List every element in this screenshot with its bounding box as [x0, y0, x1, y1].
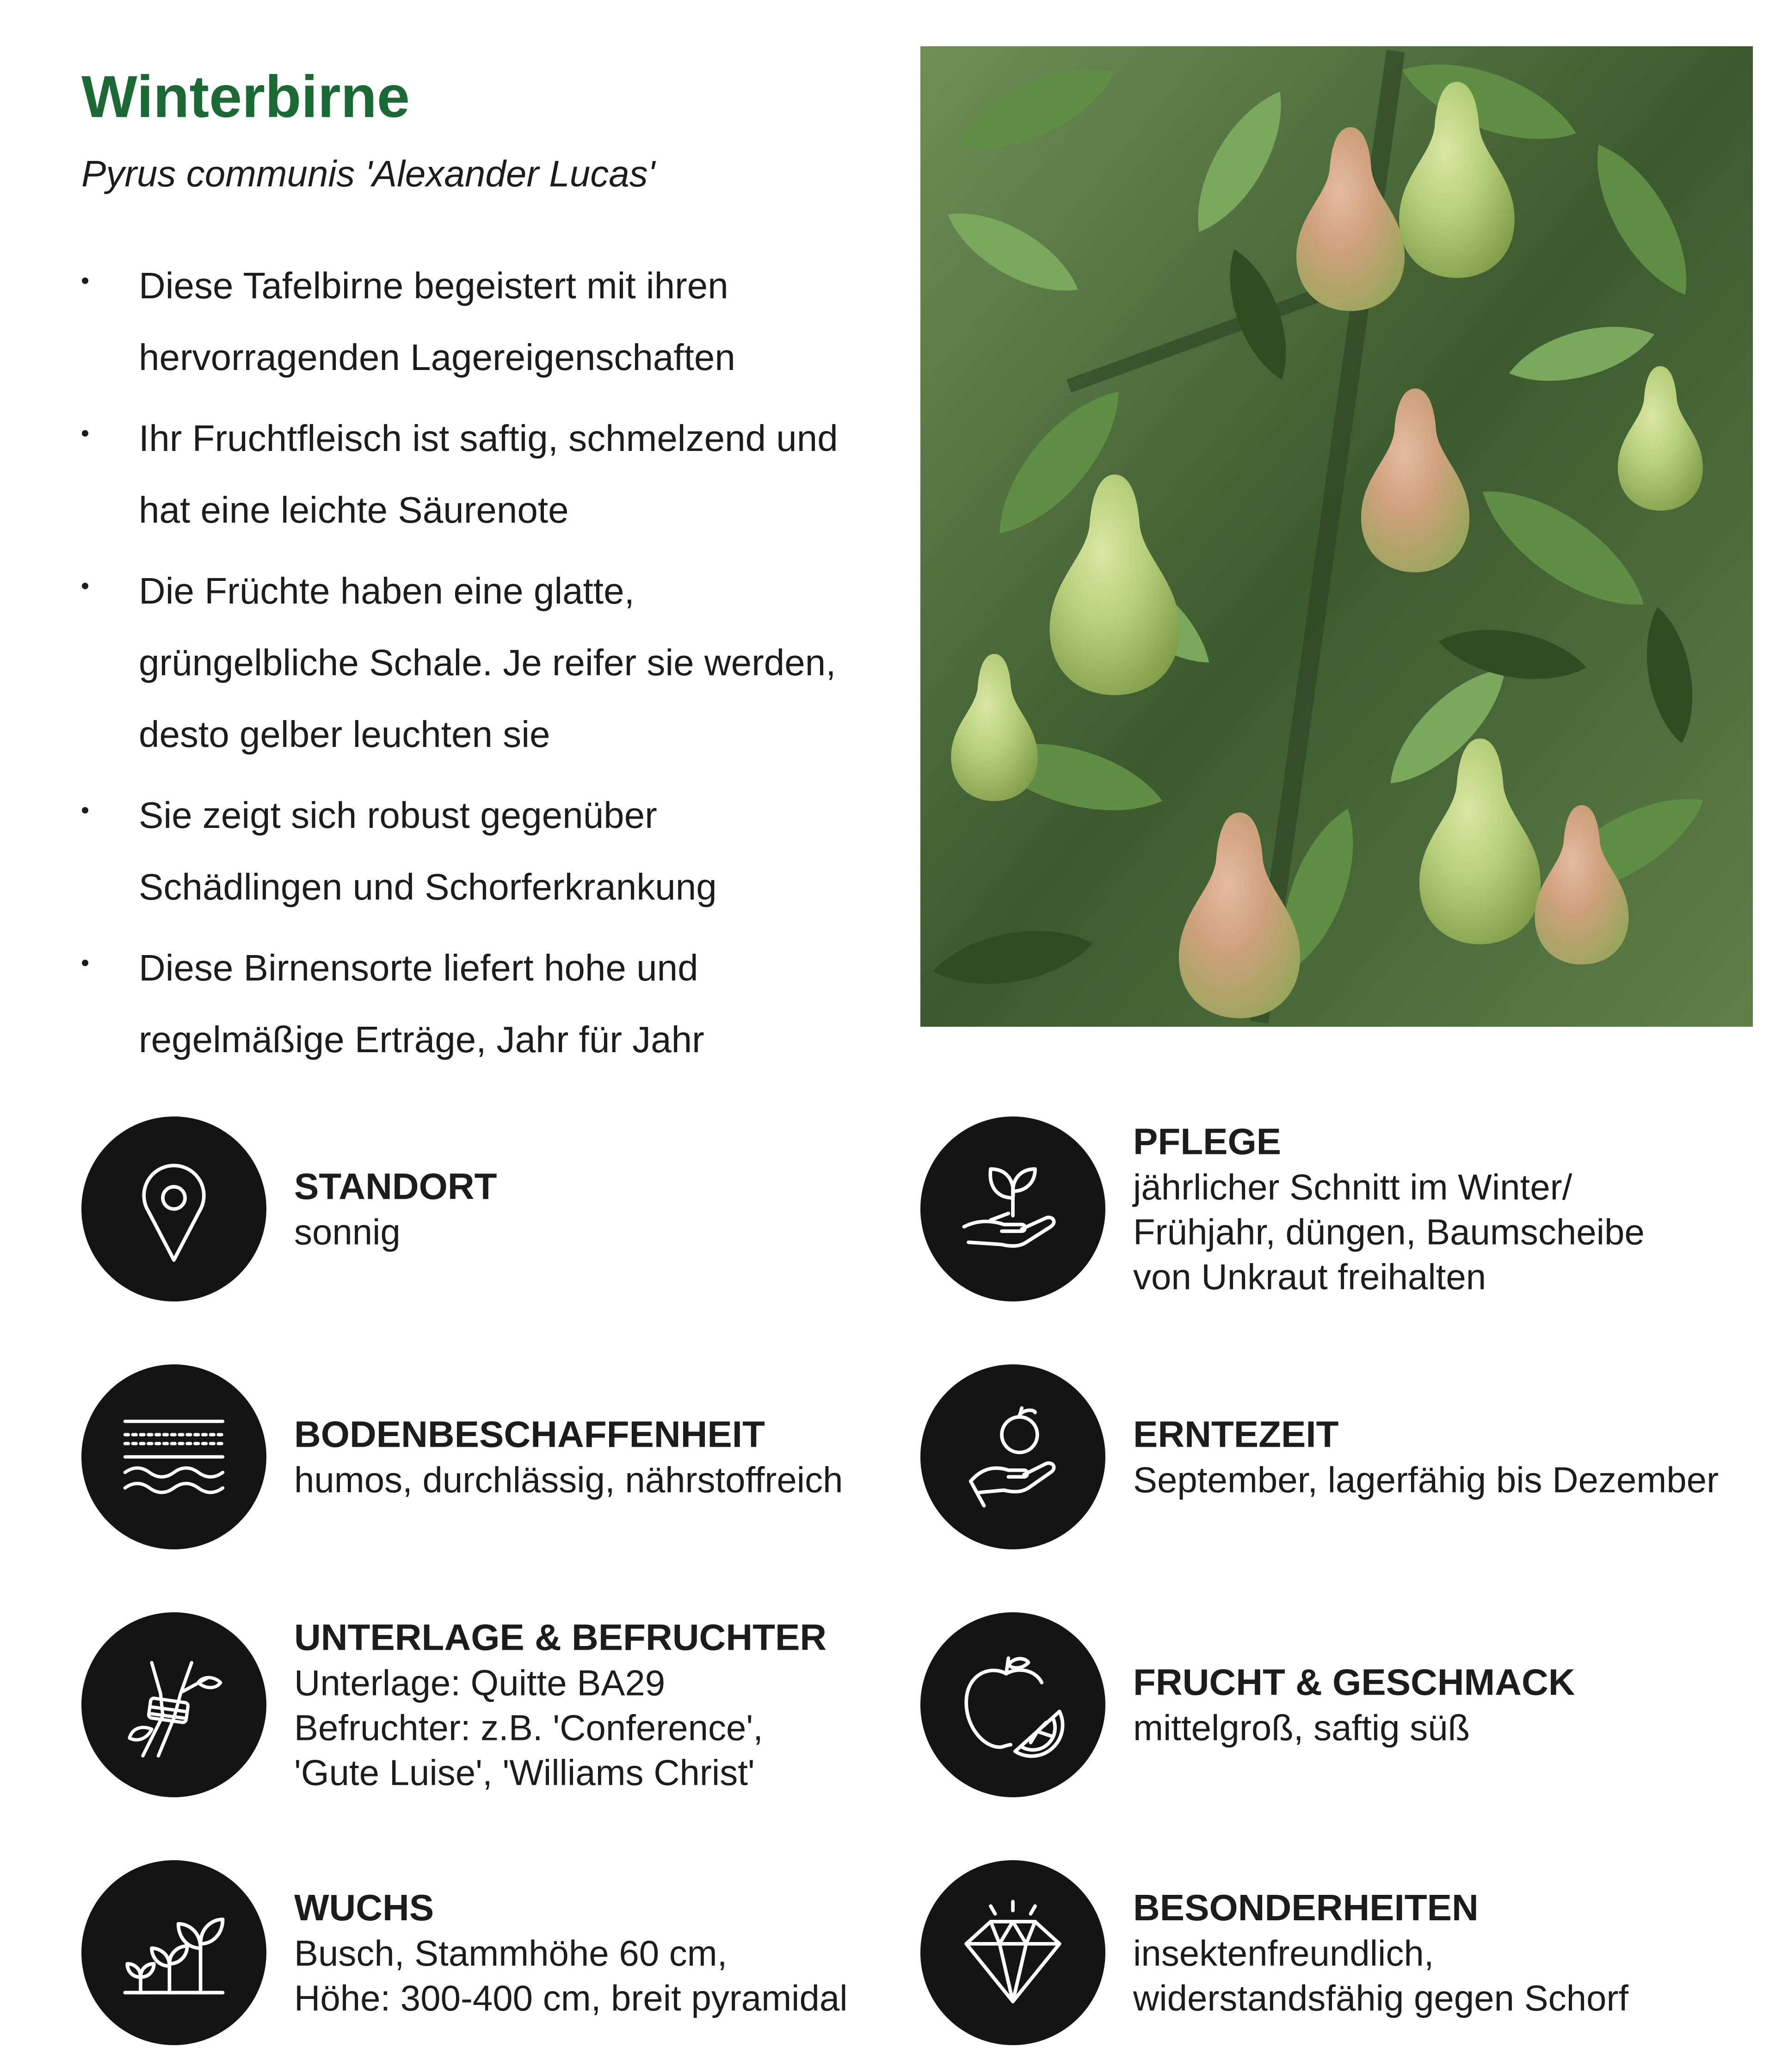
feature-line: Unterlage: Quitte BA29 [294, 1662, 666, 1703]
bullet-line: grüngelbliche Schale. Je reifer sie werden, [139, 642, 836, 683]
feature-heading: BODENBESCHAFFENHEIT [294, 1413, 765, 1455]
feature-standort [81, 1116, 923, 1301]
botanical-name: Pyrus communis 'Alexander Lucas' [81, 153, 655, 194]
plant-in-hand-icon [957, 1153, 1068, 1264]
feature-line: 'Gute Luise', 'Williams Christ' [294, 1752, 755, 1793]
bullet-item [74, 402, 906, 546]
feature-heading: STANDORT [294, 1166, 497, 1207]
bullet-dot-icon [82, 960, 88, 966]
soil-layers-icon [118, 1401, 229, 1512]
feature-line: Befruchter: z.B. 'Conference', [294, 1707, 763, 1748]
unterlage-text [294, 1615, 826, 1795]
frucht-text [1133, 1659, 1575, 1751]
bullet-line: Sie zeigt sich robust gegenüber [139, 795, 657, 836]
besonderheiten-icon-circle [920, 1860, 1105, 2045]
feature-unterlage-befruchter [81, 1612, 923, 1797]
bullet-dot-icon [82, 807, 88, 814]
feature-line: Frühjahr, düngen, Baumscheibe [1133, 1211, 1645, 1252]
bullet-line: regelmäßige Erträge, Jahr für Jahr [139, 1019, 704, 1060]
sprouts-icon [118, 1897, 229, 2008]
product-photo [920, 46, 1753, 1027]
feature-frucht-geschmack [920, 1612, 1762, 1797]
feature-line: Busch, Stammhöhe 60 cm, [294, 1933, 728, 1973]
location-pin-icon [118, 1153, 229, 1264]
feature-heading: FRUCHT & GESCHMACK [1133, 1661, 1575, 1703]
frucht-icon-circle [920, 1612, 1105, 1797]
feature-besonderheiten [920, 1860, 1762, 2045]
fruit-in-hand-icon [957, 1401, 1068, 1512]
bullet-line: hat eine leichte Säurenote [139, 489, 569, 530]
diamond-icon [957, 1897, 1068, 2008]
bullet-dot-icon [82, 583, 88, 589]
feature-heading: UNTERLAGE & BEFRUCHTER [294, 1616, 827, 1658]
bullet-item [74, 555, 906, 770]
feature-line: sonnig [294, 1211, 401, 1252]
wuchs-icon-circle [81, 1860, 266, 2045]
erntezeit-icon-circle [920, 1364, 1105, 1549]
feature-wuchs [81, 1860, 923, 2045]
feature-line: Höhe: 300-400 cm, breit pyramidal [294, 1978, 848, 2018]
bullet-line: Schädlingen und Schorferkrankung [139, 866, 717, 907]
bullet-item [74, 250, 906, 393]
bullet-line: Diese Birnensorte liefert hohe und [139, 947, 698, 988]
bullet-dot-icon [82, 430, 88, 437]
wuchs-text [294, 1885, 848, 2021]
feature-bullet-list [74, 250, 906, 1085]
standort-text [294, 1164, 497, 1255]
feature-heading: PFLEGE [1133, 1121, 1282, 1162]
besonderheiten-text [1133, 1885, 1628, 2021]
unterlage-icon-circle [81, 1612, 266, 1797]
bullet-dot-icon [82, 278, 88, 284]
standort-icon-circle [81, 1116, 266, 1301]
feature-line: jährlicher Schnitt im Winter/ [1133, 1166, 1572, 1208]
boden-icon-circle [81, 1364, 266, 1549]
erntezeit-text [1133, 1412, 1719, 1503]
pflege-text [1133, 1119, 1645, 1300]
feature-line: insektenfreundlich, [1133, 1933, 1434, 1973]
feature-heading: ERNTEZEIT [1133, 1413, 1339, 1455]
page-title: Winterbirne [81, 64, 410, 130]
feature-line: humos, durchlässig, nährstoffreich [294, 1459, 843, 1500]
bullet-line: Diese Tafelbirne begeistert mit ihren [139, 265, 728, 306]
feature-line: mittelgroß, saftig süß [1133, 1707, 1470, 1748]
feature-pflege [920, 1116, 1762, 1301]
boden-text [294, 1412, 843, 1503]
bullet-item [74, 932, 906, 1075]
feature-bodenbeschaffenheit [81, 1364, 923, 1549]
feature-line: September, lagerfähig bis Dezember [1133, 1459, 1719, 1500]
bullet-line: desto gelber leuchten sie [139, 714, 550, 755]
grafting-branch-icon [118, 1649, 229, 1760]
feature-heading: BESONDERHEITEN [1133, 1887, 1479, 1928]
bullet-line: Die Früchte haben eine glatte, [139, 570, 635, 611]
bullet-line: Ihr Fruchtfleisch ist saftig, schmelzend und [139, 418, 838, 459]
feature-heading: WUCHS [294, 1887, 434, 1928]
feature-line: von Unkraut freihalten [1133, 1256, 1486, 1297]
feature-erntezeit [920, 1364, 1762, 1549]
bullet-line: hervorragenden Lagereigenschaften [139, 337, 735, 378]
pflege-icon-circle [920, 1116, 1105, 1301]
apple-citrus-icon [957, 1649, 1068, 1760]
bullet-item [74, 779, 906, 923]
feature-line: widerstandsfähig gegen Schorf [1133, 1978, 1629, 2018]
